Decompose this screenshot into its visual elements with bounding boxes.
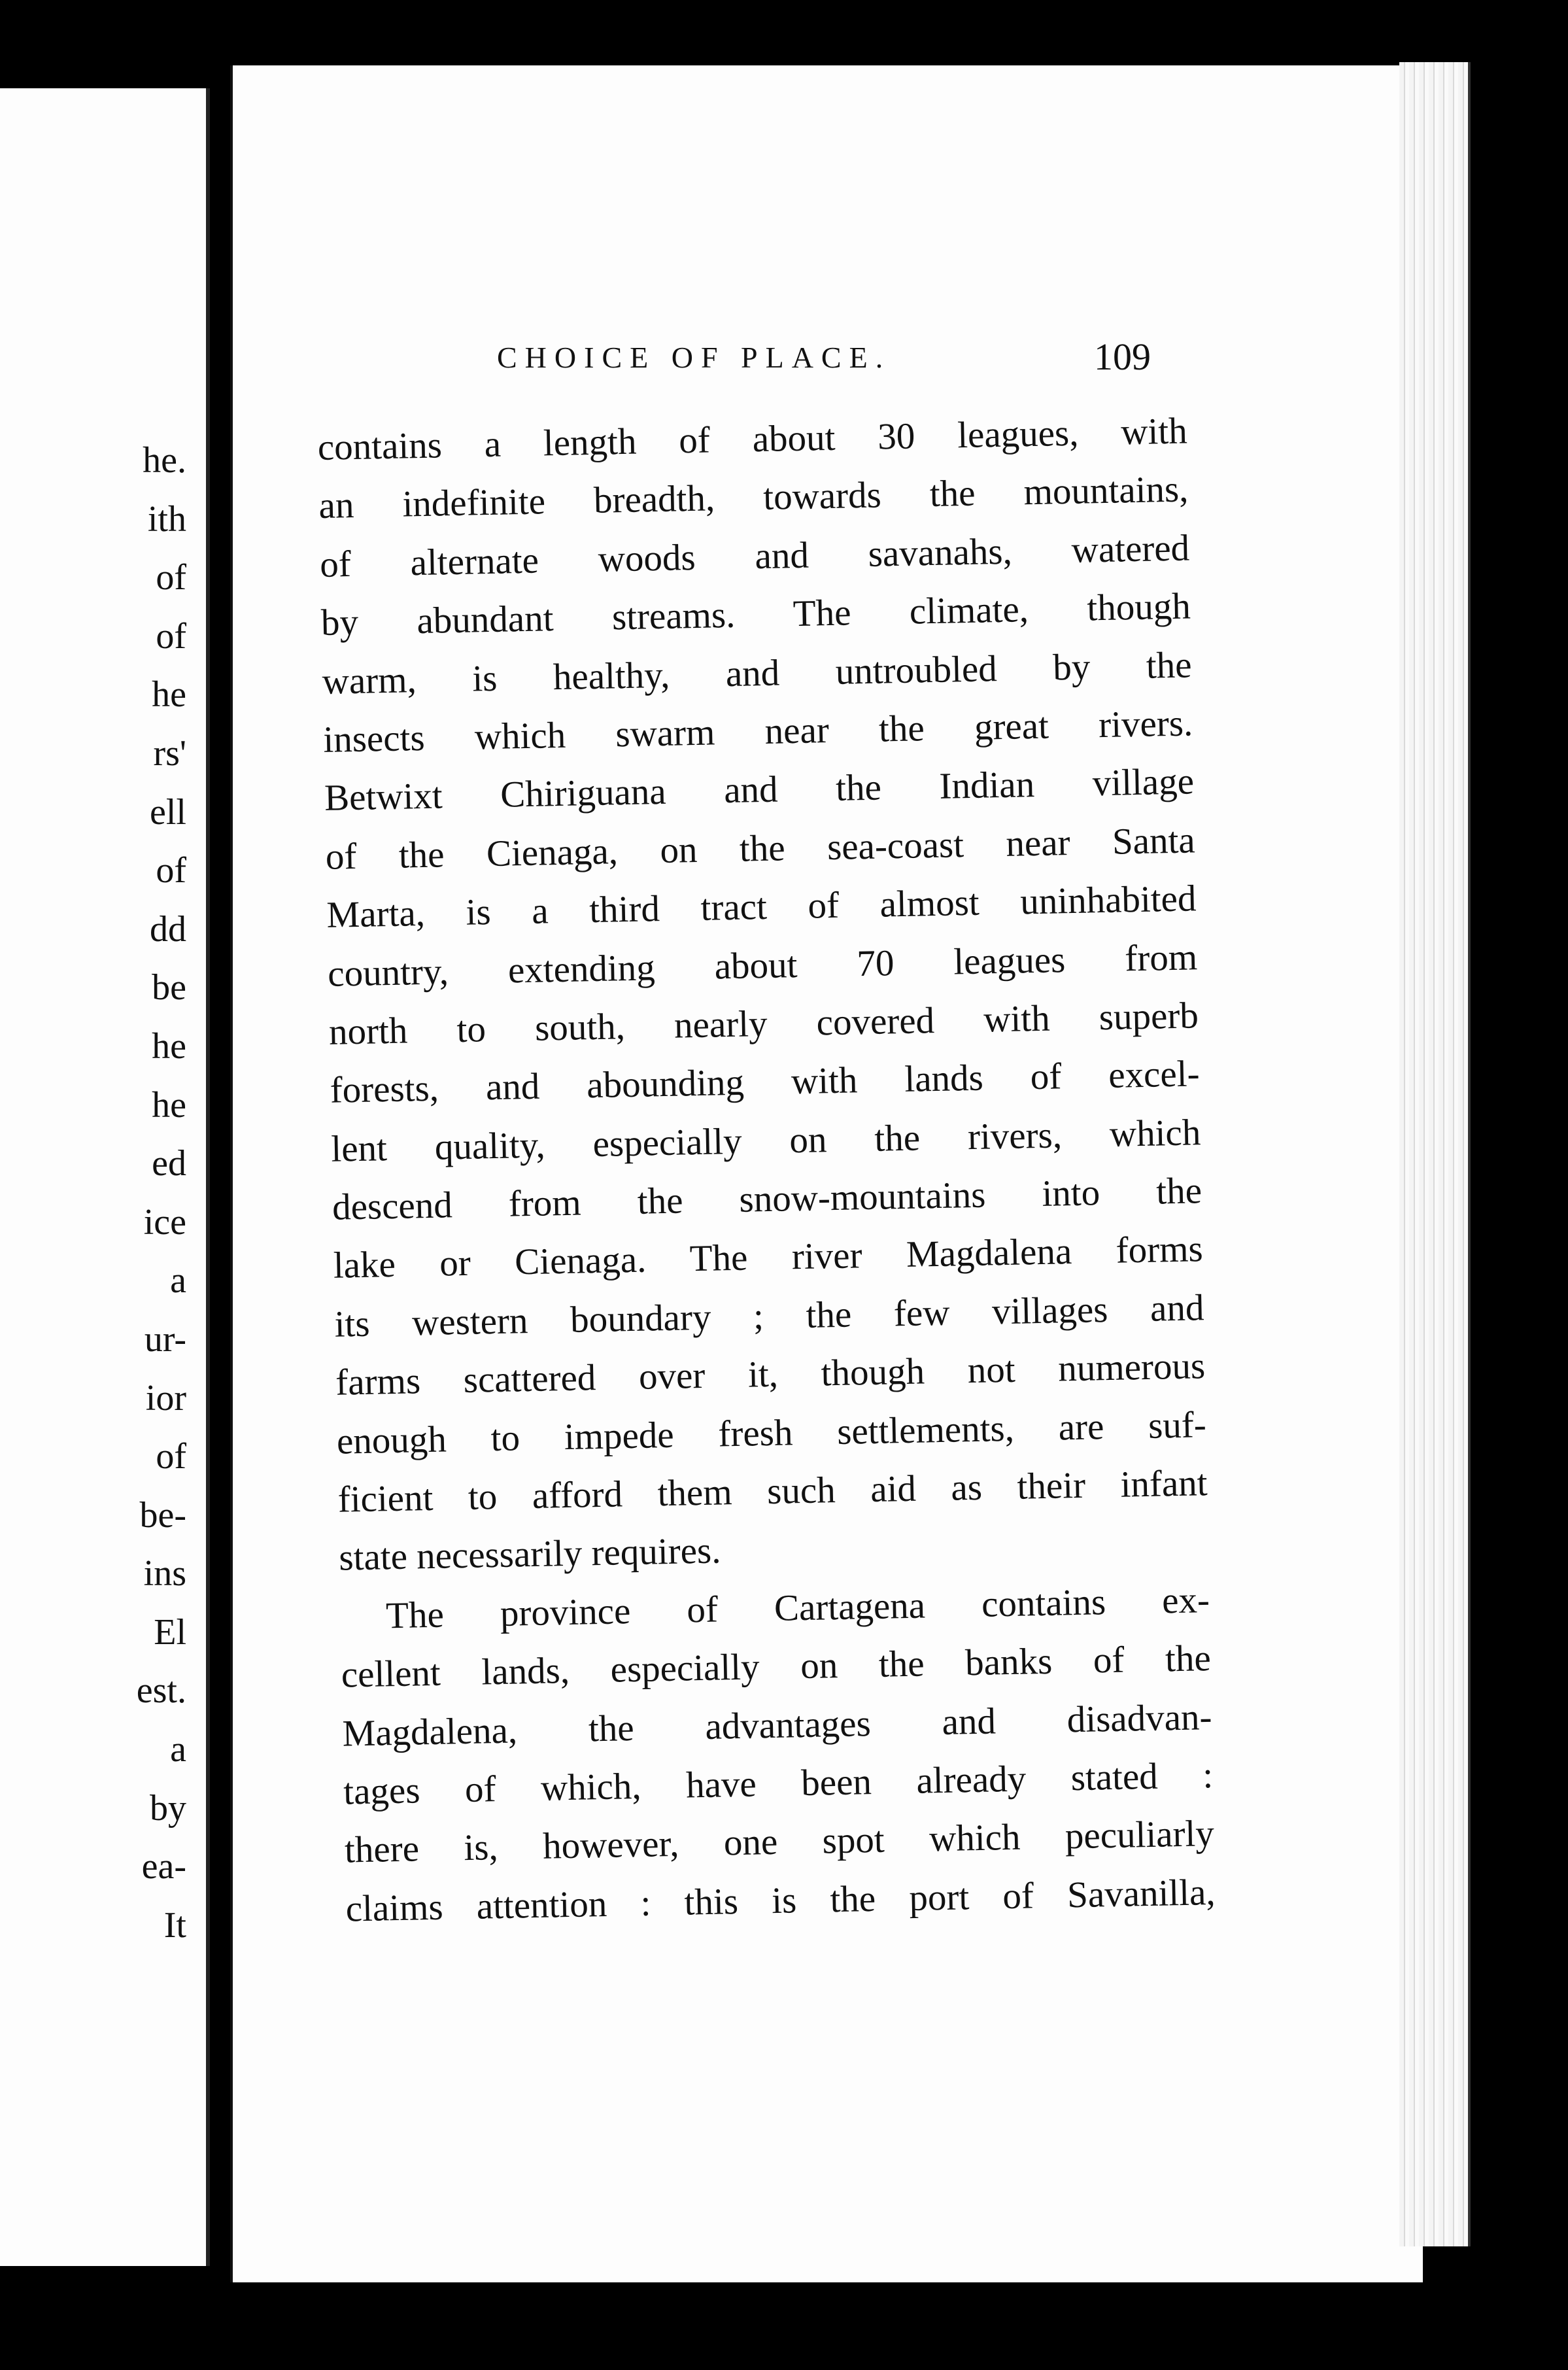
left-page-fragment (0, 88, 210, 2266)
left-line: of (156, 557, 186, 598)
left-line: ins (143, 1553, 186, 1594)
left-line: he (152, 674, 186, 715)
text-line: descend from the snow-mountains into the (332, 1170, 1202, 1228)
text-line: lake or Cienaga. The river Magdalena forms (333, 1228, 1204, 1287)
left-line: he (152, 1084, 186, 1125)
left-line: ea- (141, 1846, 186, 1887)
left-line: be (152, 967, 186, 1008)
text-line: state necessarily requires. (338, 1530, 721, 1579)
text-line: there is, however, one spot which peculiarly (344, 1813, 1215, 1871)
text-line: lent quality, especially on the rivers, which (330, 1111, 1201, 1170)
text-line: north to south, nearly covered with superb (328, 995, 1199, 1053)
text-line: ficient to afford them such aid as their infant (337, 1462, 1208, 1520)
text-line: enough to impede fresh settlements, are suf- (336, 1403, 1207, 1462)
left-line: of (156, 850, 186, 891)
left-line: rs' (153, 732, 186, 774)
text-line: forests, and abounding with lands of excel- (330, 1053, 1201, 1112)
left-line: of (156, 615, 186, 657)
text-line: contains a length of about 30 leagues, with (317, 410, 1188, 468)
text-line: Magdalena, the advantages and disadvan- (342, 1696, 1212, 1755)
text-line: Marta, is a third tract of almost uninhabited (326, 878, 1197, 936)
left-line: a (170, 1729, 186, 1770)
left-line: be- (139, 1494, 186, 1536)
left-line: ur- (144, 1318, 186, 1360)
left-line: ior (145, 1377, 186, 1418)
left-page-line-endings (16, 432, 186, 1955)
running-head (497, 335, 1157, 392)
page-edges (1399, 62, 1471, 2246)
left-line: dd (150, 908, 186, 950)
text-line: country, extending about 70 leagues from (327, 936, 1198, 995)
left-line: It (163, 1904, 186, 1946)
text-line: warm, is healthy, and untroubled by the (322, 644, 1193, 702)
left-line: El (154, 1611, 186, 1653)
text-line: cellent lands, especially on the banks of the (341, 1638, 1212, 1696)
left-line: he (152, 1025, 186, 1067)
page-number: 109 (1094, 335, 1151, 378)
text-line: insects which swarm near the great rivers. (322, 702, 1193, 761)
body-text (317, 402, 1216, 1938)
left-line: ice (143, 1201, 186, 1243)
left-line: by (150, 1787, 186, 1829)
text-line: of alternate woods and savanahs, watered (319, 527, 1190, 585)
text-line: of the Cienaga, on the sea-coast near Santa (325, 819, 1196, 878)
left-line: of (156, 1436, 186, 1477)
left-line: ed (152, 1143, 186, 1184)
left-line: ith (147, 498, 186, 540)
text-line: The province of Cartagena contains ex- (385, 1579, 1210, 1637)
text-line: tages of which, have been already stated : (343, 1755, 1214, 1813)
left-line: a (170, 1260, 186, 1301)
left-line: est. (136, 1670, 186, 1711)
left-line: he. (143, 440, 186, 481)
left-line: ell (150, 791, 186, 833)
text-line: an indefinite breadth, towards the mountains, (318, 468, 1189, 527)
text-line: by abundant streams. The climate, though (320, 585, 1191, 644)
text-line: its western boundary ; the few villages and (333, 1287, 1204, 1345)
text-line: farms scattered over it, though not numerous (335, 1345, 1206, 1403)
text-line: claims attention : this is the port of Savanilla, (345, 1871, 1216, 1930)
running-title: CHOICE OF PLACE. (497, 341, 891, 374)
text-line: Betwixt Chiriguana and the Indian village (324, 761, 1195, 819)
